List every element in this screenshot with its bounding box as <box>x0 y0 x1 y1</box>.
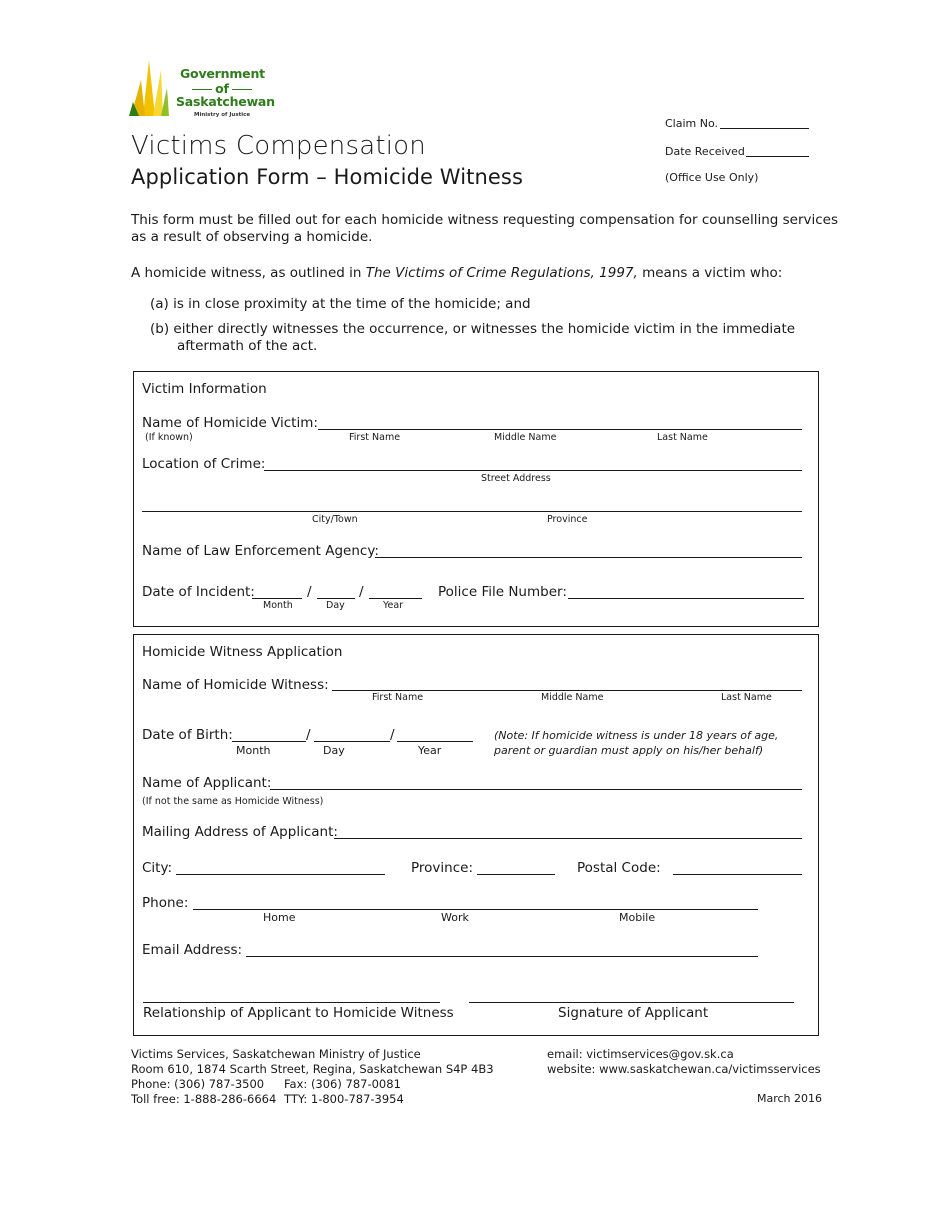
applicant-name-field[interactable] <box>270 789 802 790</box>
dob-month-caption: Month <box>236 744 271 757</box>
email-label: Email Address: <box>142 942 243 958</box>
relationship-field[interactable] <box>143 1002 440 1003</box>
date-received-label: Date Received <box>665 145 745 158</box>
city-province-field[interactable] <box>142 511 802 512</box>
intro-paragraph-1b: as a result of observing a homicide. <box>131 229 373 245</box>
city-label: City: <box>142 860 173 876</box>
witness-middle-name-caption: Middle Name <box>541 692 604 703</box>
incident-month-caption: Month <box>263 600 293 611</box>
phone-label: Phone: <box>142 895 189 911</box>
incident-slash-1: / <box>307 584 312 600</box>
victim-section-header: Victim Information <box>142 381 267 397</box>
logo-saskatchewan: Saskatchewan <box>176 94 275 109</box>
logo-ministry: Ministry of Justice <box>194 112 251 118</box>
incident-date-label: Date of Incident: <box>142 584 255 600</box>
victim-middle-name-caption: Middle Name <box>494 432 557 443</box>
dob-slash-2: / <box>390 727 395 743</box>
intro-paragraph-1: This form must be filled out for each homicide witness requesting compensation for counselling services <box>131 212 839 228</box>
intro-paragraph-2 <box>131 265 782 281</box>
witness-name-field[interactable] <box>332 690 802 691</box>
dob-day-field[interactable] <box>314 741 390 742</box>
footer-tty: TTY: 1-800-787-3954 <box>284 1092 404 1106</box>
office-use-note: (Office Use Only) <box>665 171 759 184</box>
agency-field[interactable] <box>375 557 802 558</box>
page-title: Victims Compensation <box>131 131 426 161</box>
footer-website[interactable]: website: www.saskatchewan.ca/victimsservices <box>547 1062 821 1076</box>
phone-field[interactable] <box>193 909 758 910</box>
applicant-name-label: Name of Applicant: <box>142 775 272 791</box>
witness-name-label: Name of Homicide Witness: <box>142 677 329 693</box>
police-file-label: Police File Number: <box>438 584 567 600</box>
victim-last-name-caption: Last Name <box>657 432 708 443</box>
postal-code-label: Postal Code: <box>577 860 661 876</box>
incident-year-field[interactable] <box>369 598 422 599</box>
phone-mobile-caption: Mobile <box>619 911 656 924</box>
date-received-field[interactable] <box>746 156 809 157</box>
phone-home-caption: Home <box>263 911 296 924</box>
age-note-line-2: parent or guardian must apply on his/her behalf) <box>494 744 764 757</box>
applicant-note: (If not the same as Homicide Witness) <box>142 796 324 807</box>
signature-field[interactable] <box>469 1002 794 1003</box>
age-note-line-1: (Note: If homicide witness is under 18 years of age, <box>494 729 779 742</box>
footer-org: Victims Services, Saskatchewan Ministry of Justice <box>131 1047 421 1061</box>
witness-last-name-caption: Last Name <box>721 692 772 703</box>
victim-first-name-caption: First Name <box>349 432 401 443</box>
logo-of-text: of <box>215 81 229 96</box>
incident-day-caption: Day <box>326 600 345 611</box>
claim-field[interactable] <box>720 128 809 129</box>
footer-phone: Phone: (306) 787-3500 <box>131 1077 265 1091</box>
incident-month-field[interactable] <box>252 598 302 599</box>
incident-day-field[interactable] <box>317 598 355 599</box>
intro-p2-c: means a victim who: <box>637 265 783 281</box>
dob-day-caption: Day <box>323 744 345 757</box>
phone-work-caption: Work <box>441 911 469 924</box>
police-file-field[interactable] <box>568 598 804 599</box>
province-caption: Province <box>547 514 588 525</box>
province-field[interactable] <box>477 874 555 875</box>
street-address-caption: Street Address <box>481 473 551 484</box>
regulations-title: The Victims of Crime Regulations, 1997, <box>365 265 638 281</box>
claim-label: Claim No. <box>665 117 719 130</box>
dob-month-field[interactable] <box>232 741 306 742</box>
incident-slash-2: / <box>359 584 364 600</box>
dob-label: Date of Birth: <box>142 727 233 743</box>
footer-address: Room 610, 1874 Scarth Street, Regina, Saskatchewan S4P 4B3 <box>131 1062 494 1076</box>
footer-date: March 2016 <box>757 1092 823 1105</box>
postal-code-field[interactable] <box>673 874 802 875</box>
email-field[interactable] <box>246 956 758 957</box>
footer-tollfree: Toll free: 1-888-286-6664 <box>131 1092 277 1106</box>
if-known-note: (If known) <box>145 432 193 443</box>
victim-name-label: Name of Homicide Victim: <box>142 415 318 431</box>
logo-government: Government <box>180 66 265 81</box>
witness-first-name-caption: First Name <box>372 692 424 703</box>
agency-label: Name of Law Enforcement Agency: <box>142 543 379 559</box>
relationship-caption: Relationship of Applicant to Homicide Witness <box>143 1005 454 1021</box>
criterion-a: (a) is in close proximity at the time of the homicide; and <box>150 296 531 312</box>
criterion-b-cont: aftermath of the act. <box>177 338 318 354</box>
mailing-address-label: Mailing Address of Applicant: <box>142 824 338 840</box>
location-label: Location of Crime: <box>142 456 266 472</box>
intro-p2-a: A homicide witness, as outlined in <box>131 265 366 281</box>
incident-year-caption: Year <box>383 600 404 611</box>
province-label: Province: <box>411 860 473 876</box>
city-field[interactable] <box>176 874 385 875</box>
dob-year-field[interactable] <box>397 741 473 742</box>
dob-slash-1: / <box>306 727 311 743</box>
signature-caption: Signature of Applicant <box>558 1005 709 1021</box>
page-subtitle: Application Form – Homicide Witness <box>131 165 523 189</box>
dob-year-caption: Year <box>418 744 442 757</box>
criterion-b: (b) either directly witnesses the occurrence, or witnesses the homicide victim in the immediate <box>150 321 796 337</box>
saskatchewan-logo-icon <box>129 58 171 120</box>
city-town-caption: City/Town <box>312 514 358 525</box>
footer-email[interactable]: email: victimservices@gov.sk.ca <box>547 1047 734 1061</box>
mailing-address-field[interactable] <box>334 838 802 839</box>
witness-section-header: Homicide Witness Application <box>142 644 343 660</box>
victim-name-field[interactable] <box>318 429 802 430</box>
footer-fax: Fax: (306) 787-0081 <box>284 1077 401 1091</box>
street-address-field[interactable] <box>264 470 802 471</box>
